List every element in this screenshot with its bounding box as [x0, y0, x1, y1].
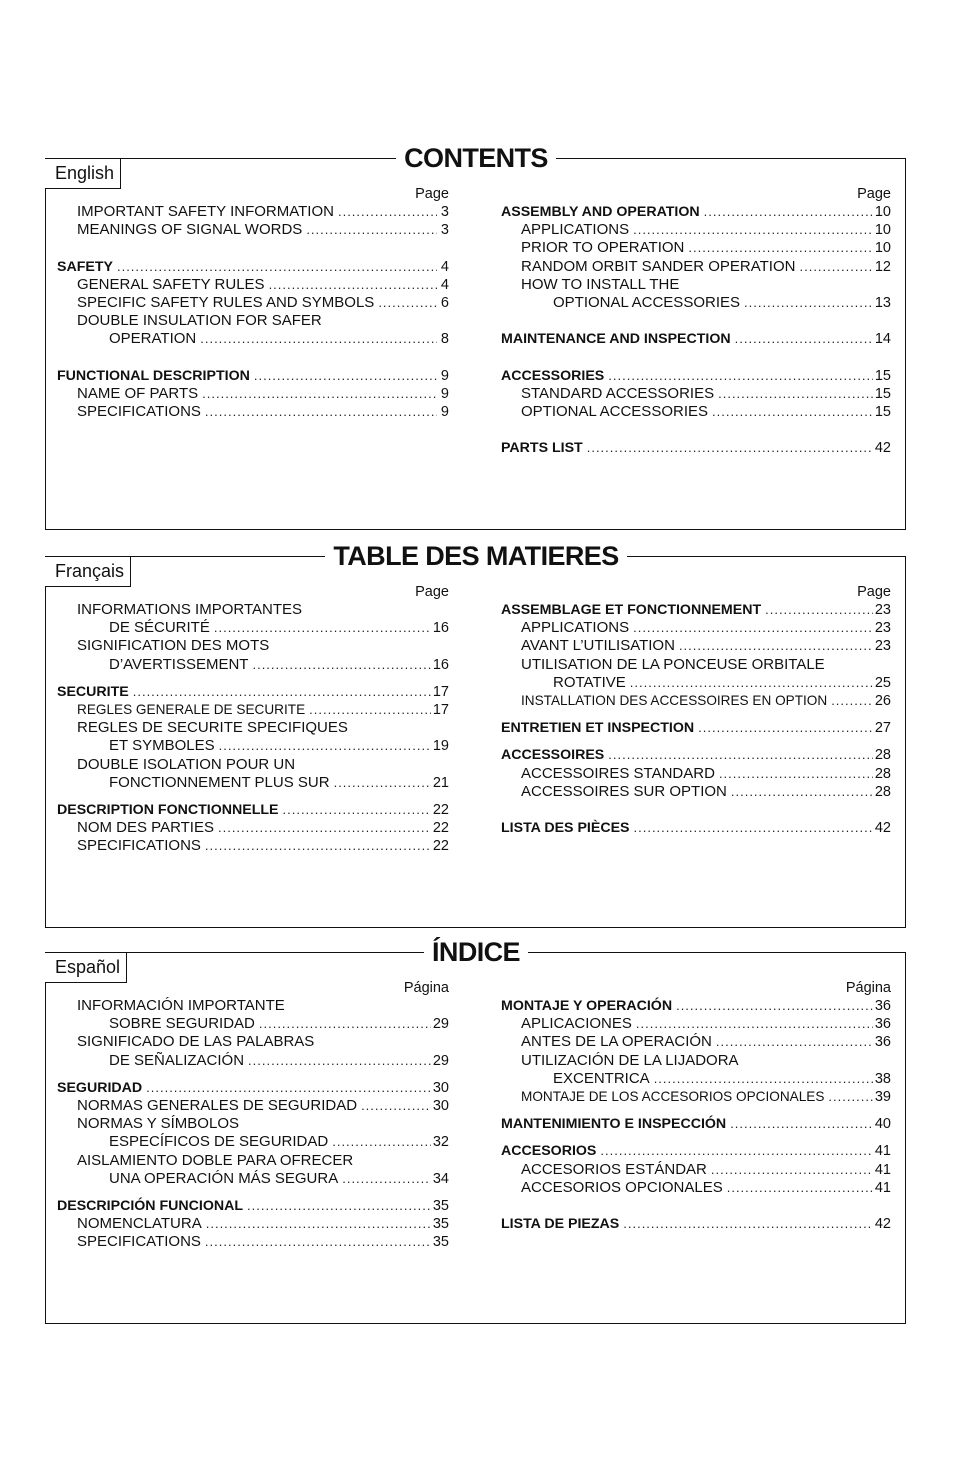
toc-entry-page: 42: [874, 1216, 891, 1233]
leader-dots: [718, 385, 873, 403]
language-tab: Español: [45, 952, 127, 983]
page-column-header: Página: [845, 980, 891, 996]
toc-entry-title: ACCESORIOS: [501, 1143, 597, 1160]
toc-entry-title: REGLES DE SECURITE SPECIFIQUES: [77, 719, 348, 737]
spacer: [501, 1133, 891, 1142]
toc-entry-title: ASSEMBLY AND OPERATION: [501, 204, 700, 220]
border-top-left: [45, 556, 325, 557]
toc-entry-page: 36: [874, 1016, 891, 1033]
toc-entry[interactable]: [501, 258, 891, 276]
toc-entry[interactable]: [57, 1233, 449, 1251]
toc-entry-page: 3: [440, 222, 449, 239]
toc-entry-page: 13: [874, 294, 891, 311]
toc-entry[interactable]: [501, 294, 891, 312]
toc-entry-page: 10: [874, 222, 891, 239]
page-column-header: Page: [415, 584, 449, 600]
toc-entry-title: OPTIONAL ACCESSORIES: [553, 293, 740, 311]
toc-entry-page: 41: [874, 1179, 891, 1196]
toc-entry-page: 28: [874, 765, 891, 782]
toc-entry[interactable]: [501, 276, 891, 294]
toc-entry[interactable]: [501, 601, 891, 619]
toc-entry[interactable]: [57, 801, 449, 819]
leader-dots: [719, 765, 873, 783]
leader-dots: [828, 1088, 872, 1106]
toc-entry-title: SIGNIFICADO DE LAS PALABRAS: [77, 1033, 315, 1051]
toc-entry[interactable]: [57, 737, 449, 755]
leader-dots: [117, 258, 437, 276]
toc-entry[interactable]: [501, 1215, 891, 1233]
toc-entry-title: ACCESSOIRES SUR OPTION: [521, 782, 727, 800]
leader-dots: [727, 1179, 873, 1197]
toc-entry-title: MANTENIMIENTO E INSPECCIÓN: [501, 1116, 727, 1133]
toc-entry-page: 30: [432, 1079, 449, 1096]
leader-dots: [630, 674, 873, 692]
toc-entry[interactable]: [501, 637, 891, 655]
toc-entry-page: 6: [440, 294, 449, 311]
toc-entry-title: OPTIONAL ACCESSORIES: [521, 403, 708, 421]
toc-entry-title: SPECIFICATIONS: [77, 403, 201, 421]
toc-column-left: [57, 979, 449, 1251]
toc-entry-page: 8: [440, 331, 449, 348]
toc-entry-page: 28: [874, 783, 891, 800]
toc-entry[interactable]: [57, 1079, 449, 1097]
toc-entry-title: NOMENCLATURA: [77, 1215, 202, 1233]
toc-entry-title: AVANT L’UTILISATION: [521, 637, 675, 655]
spacer: [57, 674, 449, 683]
toc-entry-title: LISTA DE PIEZAS: [501, 1216, 620, 1233]
toc-entry-title: SIGNIFICATION DES MOTS: [77, 637, 270, 655]
toc-entry-title: APLICACIONES: [521, 1015, 632, 1033]
toc-entry[interactable]: [501, 997, 891, 1015]
toc-entry-title: SAFETY: [57, 258, 113, 275]
toc-entry[interactable]: [57, 330, 449, 348]
toc-entry-title: PARTS LIST: [501, 440, 583, 457]
toc-entry[interactable]: [57, 837, 449, 855]
toc-entry-title: ROTATIVE: [553, 673, 626, 691]
leader-dots: [688, 239, 873, 257]
toc-entry-page: 19: [432, 738, 449, 755]
leader-dots: [332, 1133, 431, 1151]
leader-dots: [202, 385, 437, 403]
toc-entry[interactable]: [57, 294, 449, 312]
toc-entry[interactable]: [501, 619, 891, 637]
toc-entry-title: ACCESORIOS OPCIONALES: [521, 1178, 723, 1196]
toc-entry-page: 22: [432, 838, 449, 855]
toc-entry-page: 17: [432, 683, 449, 700]
toc-entry-title: FONCTIONNEMENT PLUS SUR: [109, 773, 330, 791]
toc-entry-page: 25: [874, 674, 891, 691]
toc-entry[interactable]: [57, 656, 449, 674]
toc-entry-title: GENERAL SAFETY RULES: [77, 275, 265, 293]
toc-entry[interactable]: [57, 1097, 449, 1115]
toc-entry[interactable]: [57, 1215, 449, 1233]
toc-entry-page: 10: [874, 240, 891, 257]
section-title: TABLE DES MATIERES: [333, 541, 619, 571]
spacer: [501, 421, 891, 439]
toc-entry[interactable]: [501, 1015, 891, 1033]
toc-entry-title: REGLES GENERALE DE SECURITE: [77, 701, 306, 717]
toc-column-left: [57, 185, 449, 421]
spacer: [501, 737, 891, 746]
toc-entry[interactable]: [57, 203, 449, 221]
toc-section-1: [45, 541, 906, 928]
toc-entry-title: DOUBLE INSULATION FOR SAFER: [77, 312, 322, 330]
spacer: [501, 801, 891, 819]
leader-dots: [206, 1215, 431, 1233]
toc-entry[interactable]: [57, 719, 449, 737]
spacer: [57, 349, 449, 367]
toc-entry-page: 16: [432, 620, 449, 637]
page-column-header: Page: [415, 186, 449, 202]
toc-column-right: [501, 583, 891, 837]
toc-entry[interactable]: [57, 1033, 449, 1051]
page-column-header: Página: [403, 980, 449, 996]
leader-dots: [712, 403, 873, 421]
leader-dots: [259, 1015, 431, 1033]
toc-entry[interactable]: [501, 1052, 891, 1070]
toc-entry[interactable]: [57, 774, 449, 792]
toc-entry-page: 9: [440, 404, 449, 421]
toc-entry-page: 27: [874, 720, 891, 737]
border-top-right: [627, 556, 906, 557]
toc-entry-page: 15: [874, 385, 891, 402]
spacer: [57, 239, 449, 257]
toc-entry-page: 16: [432, 656, 449, 673]
toc-entry-title: IMPORTANT SAFETY INFORMATION: [77, 203, 334, 220]
toc-entry[interactable]: [501, 203, 891, 221]
toc-entry[interactable]: [501, 367, 891, 385]
toc-entry-title: DE SEÑALIZACIÓN: [109, 1051, 245, 1069]
toc-entry-page: 22: [432, 801, 449, 818]
toc-section-2: [45, 937, 906, 1324]
language-tab: English: [45, 158, 121, 189]
toc-entry[interactable]: [57, 756, 449, 774]
toc-entry[interactable]: [501, 783, 891, 801]
leader-dots: [269, 276, 437, 294]
leader-dots: [730, 1115, 873, 1133]
spacer: [501, 312, 891, 330]
toc-entry-title: ACCESORIOS ESTÁNDAR: [521, 1160, 707, 1178]
toc-entry-title: OPERATION: [109, 330, 197, 348]
leader-dots: [608, 367, 873, 385]
leader-dots: [205, 403, 437, 421]
toc-entry-page: 40: [874, 1116, 891, 1133]
language-tab: Français: [45, 556, 131, 587]
toc-column-right: [501, 185, 891, 458]
leader-dots: [205, 1233, 431, 1251]
toc-entry-title: FUNCTIONAL DESCRIPTION: [57, 367, 250, 384]
toc-entry[interactable]: [501, 330, 891, 348]
toc-entry-title: UTILIZACIÓN DE LA LIJADORA: [521, 1051, 739, 1069]
toc-entry-page: 9: [440, 385, 449, 402]
toc-entry-title: NAME OF PARTS: [77, 384, 199, 402]
leader-dots: [361, 1097, 431, 1115]
leader-dots: [600, 1142, 872, 1160]
toc-entry-page: 29: [432, 1052, 449, 1069]
leader-dots: [634, 819, 873, 837]
toc-entry-title: LISTA DES PIÈCES: [501, 820, 630, 837]
toc-entry[interactable]: [501, 765, 891, 783]
toc-entry[interactable]: [501, 719, 891, 737]
leader-dots: [133, 683, 431, 701]
leader-dots: [342, 1170, 431, 1188]
toc-entry-page: 42: [874, 440, 891, 457]
toc-entry-title: STANDARD ACCESSORIES: [521, 384, 715, 402]
toc-entry[interactable]: [501, 1142, 891, 1160]
toc-entry-page: 32: [432, 1134, 449, 1151]
toc-entry-page: 35: [432, 1197, 449, 1214]
toc-entry-title: NORMAS GENERALES DE SEGURIDAD: [77, 1096, 358, 1114]
toc-entry-title: SOBRE SEGURIDAD: [109, 1015, 255, 1033]
toc-entry[interactable]: [57, 221, 449, 239]
toc-entry-page: 4: [440, 276, 449, 293]
toc-entry[interactable]: [57, 619, 449, 637]
leader-dots: [608, 746, 873, 764]
toc-entry[interactable]: [501, 819, 891, 837]
toc-entry-title: SECURITE: [57, 683, 129, 700]
toc-entry-page: 23: [874, 638, 891, 655]
toc-entry[interactable]: [57, 601, 449, 619]
toc-entry[interactable]: [57, 312, 449, 330]
toc-entry[interactable]: [501, 1070, 891, 1088]
toc-entry[interactable]: [501, 1179, 891, 1197]
toc-entry-page: 12: [874, 258, 891, 275]
spacer: [501, 1197, 891, 1215]
leader-dots: [146, 1079, 431, 1097]
toc-entry[interactable]: [57, 1133, 449, 1151]
leader-dots: [247, 1197, 431, 1215]
toc-entry-page: 14: [874, 331, 891, 348]
toc-entry-title: HOW TO INSTALL THE: [521, 275, 680, 293]
toc-entry[interactable]: [57, 1197, 449, 1215]
leader-dots: [731, 783, 873, 801]
toc-entry-page: 28: [874, 747, 891, 764]
toc-entry[interactable]: [501, 439, 891, 457]
toc-entry-page: 34: [432, 1170, 449, 1187]
toc-entry-title: MAINTENANCE AND INSPECTION: [501, 331, 731, 348]
leader-dots: [334, 774, 431, 792]
leader-dots: [831, 692, 873, 710]
leader-dots: [679, 637, 873, 655]
toc-entry[interactable]: [501, 1088, 891, 1106]
toc-entry[interactable]: [57, 1015, 449, 1033]
toc-entry[interactable]: [57, 819, 449, 837]
toc-entry-title: ACCESSORIES: [501, 367, 605, 384]
toc-entry-page: 36: [874, 1034, 891, 1051]
toc-entry-title: RANDOM ORBIT SANDER OPERATION: [521, 257, 796, 275]
section-title: CONTENTS: [404, 143, 548, 173]
border-top-left: [45, 158, 396, 159]
toc-entry[interactable]: [57, 1152, 449, 1170]
leader-dots: [676, 997, 873, 1015]
toc-entry-title: SEGURIDAD: [57, 1079, 143, 1096]
toc-entry[interactable]: [57, 1115, 449, 1133]
toc-entry-title: EXCENTRICA: [553, 1069, 650, 1087]
leader-dots: [219, 737, 431, 755]
toc-entry-page: 30: [432, 1097, 449, 1114]
toc-entry-page: 3: [440, 204, 449, 220]
spacer: [501, 349, 891, 367]
toc-entry-page: 36: [874, 998, 891, 1014]
toc-entry[interactable]: [501, 403, 891, 421]
toc-entry-title: PRIOR TO OPERATION: [521, 239, 685, 257]
toc-entry-title: D’AVERTISSEMENT: [109, 655, 249, 673]
toc-entry[interactable]: [57, 701, 449, 719]
leader-dots: [654, 1070, 873, 1088]
spacer: [501, 710, 891, 719]
spacer: [501, 1106, 891, 1115]
border-top-right: [528, 952, 906, 953]
leader-dots: [252, 656, 430, 674]
toc-entry-title: MEANINGS OF SIGNAL WORDS: [77, 221, 303, 239]
leader-dots: [711, 1161, 873, 1179]
leader-dots: [378, 294, 437, 312]
toc-entry-title: APPLICATIONS: [521, 221, 630, 239]
leader-dots: [698, 719, 873, 737]
border-top-right: [556, 158, 906, 159]
toc-entry-page: 41: [874, 1161, 891, 1178]
toc-entry[interactable]: [501, 656, 891, 674]
leader-dots: [248, 1052, 431, 1070]
toc-entry-page: 35: [432, 1216, 449, 1233]
toc-entry[interactable]: [501, 221, 891, 239]
toc-entry-title: NOM DES PARTIES: [77, 819, 214, 837]
toc-section-0: [45, 143, 906, 530]
leader-dots: [744, 294, 873, 312]
leader-dots: [636, 1015, 873, 1033]
leader-dots: [765, 601, 873, 619]
toc-entry-page: 38: [874, 1070, 891, 1087]
toc-entry-title: ESPECÍFICOS DE SEGURIDAD: [109, 1133, 329, 1151]
toc-entry-title: SPECIFICATIONS: [77, 1233, 201, 1251]
toc-entry-page: 15: [874, 404, 891, 421]
toc-entry[interactable]: [57, 637, 449, 655]
toc-entry-title: ASSEMBLAGE ET FONCTIONNEMENT: [501, 602, 762, 618]
toc-entry-title: ET SYMBOLES: [109, 737, 215, 755]
leader-dots: [306, 221, 437, 239]
toc-entry-page: 4: [440, 258, 449, 275]
leader-dots: [735, 330, 873, 348]
toc-column-right: [501, 979, 891, 1233]
spacer: [57, 1070, 449, 1079]
leader-dots: [633, 221, 873, 239]
leader-dots: [716, 1033, 873, 1051]
toc-entry-title: DOUBLE ISOLATION POUR UN: [77, 755, 296, 773]
toc-entry[interactable]: [57, 258, 449, 276]
toc-entry-title: APPLICATIONS: [521, 619, 630, 637]
toc-entry[interactable]: [57, 997, 449, 1015]
leader-dots: [214, 619, 431, 637]
leader-dots: [218, 819, 431, 837]
leader-dots: [704, 203, 873, 221]
toc-entry-title: UNA OPERACIÓN MÁS SEGURA: [109, 1169, 339, 1187]
leader-dots: [309, 701, 431, 719]
border-top-left: [45, 952, 424, 953]
page-column-header: Page: [857, 584, 891, 600]
toc-entry-title: ANTES DE LA OPERACIÓN: [521, 1033, 712, 1051]
page-column-header: Page: [857, 186, 891, 202]
leader-dots: [633, 619, 873, 637]
leader-dots: [283, 801, 431, 819]
toc-entry[interactable]: [501, 1033, 891, 1051]
toc-entry-page: 21: [432, 774, 449, 791]
toc-entry[interactable]: [57, 1170, 449, 1188]
toc-entry-page: 10: [874, 204, 891, 220]
toc-entry-page: 23: [874, 602, 891, 618]
toc-entry-title: INFORMACIÓN IMPORTANTE: [77, 997, 285, 1014]
toc-entry[interactable]: [57, 385, 449, 403]
toc-entry[interactable]: [501, 385, 891, 403]
leader-dots: [205, 837, 431, 855]
toc-entry-title: MONTAJE DE LOS ACCESORIOS OPCIONALES: [521, 1088, 825, 1104]
leader-dots: [623, 1215, 873, 1233]
toc-entry-title: ENTRETIEN ET INSPECTION: [501, 720, 695, 737]
toc-entry-page: 29: [432, 1016, 449, 1033]
leader-dots: [254, 367, 437, 385]
toc-entry-title: SPECIFIC SAFETY RULES AND SYMBOLS: [77, 293, 375, 311]
section-title: ÍNDICE: [432, 937, 520, 967]
toc-entry[interactable]: [501, 692, 891, 710]
toc-entry[interactable]: [501, 239, 891, 257]
toc-entry-title: INFORMATIONS IMPORTANTES: [77, 601, 303, 618]
leader-dots: [338, 203, 437, 221]
toc-entry-title: DESCRIPTION FONCTIONNELLE: [57, 801, 279, 818]
toc-entry-page: 26: [874, 692, 891, 709]
toc-entry-page: 39: [874, 1088, 891, 1105]
toc-entry[interactable]: [501, 746, 891, 764]
toc-entry[interactable]: [501, 1115, 891, 1133]
toc-entry-title: ACCESSOIRES: [501, 747, 605, 764]
toc-entry-page: 15: [874, 367, 891, 384]
toc-entry-page: 35: [432, 1234, 449, 1251]
toc-entry[interactable]: [57, 1052, 449, 1070]
toc-entry-page: 42: [874, 820, 891, 837]
toc-entry-title: UTILISATION DE LA PONCEUSE ORBITALE: [521, 655, 825, 673]
toc-entry-title: AISLAMIENTO DOBLE PARA OFRECER: [77, 1151, 354, 1169]
toc-entry[interactable]: [57, 403, 449, 421]
toc-entry[interactable]: [57, 683, 449, 701]
spacer: [57, 792, 449, 801]
spacer: [57, 1188, 449, 1197]
leader-dots: [200, 330, 437, 348]
toc-entry[interactable]: [501, 1161, 891, 1179]
toc-column-left: [57, 583, 449, 855]
toc-entry-page: 41: [874, 1143, 891, 1160]
toc-entry-title: DE SÉCURITÉ: [109, 619, 210, 637]
toc-entry-page: 17: [432, 701, 449, 718]
toc-entry[interactable]: [57, 276, 449, 294]
toc-entry-title: MONTAJE Y OPERACIÓN: [501, 998, 673, 1014]
toc-entry-page: 23: [874, 620, 891, 637]
leader-dots: [587, 439, 873, 457]
toc-entry[interactable]: [57, 367, 449, 385]
toc-entry[interactable]: [501, 674, 891, 692]
toc-entry-title: DESCRIPCIÓN FUNCIONAL: [57, 1197, 244, 1214]
leader-dots: [799, 258, 872, 276]
toc-entry-title: SPECIFICATIONS: [77, 837, 201, 855]
toc-entry-page: 9: [440, 367, 449, 384]
toc-entry-title: NORMAS Y SÍMBOLOS: [77, 1115, 239, 1133]
toc-entry-page: 22: [432, 820, 449, 837]
toc-entry-title: INSTALLATION DES ACCESSOIRES EN OPTION: [521, 692, 828, 708]
toc-entry-title: ACCESSOIRES STANDARD: [521, 764, 715, 782]
